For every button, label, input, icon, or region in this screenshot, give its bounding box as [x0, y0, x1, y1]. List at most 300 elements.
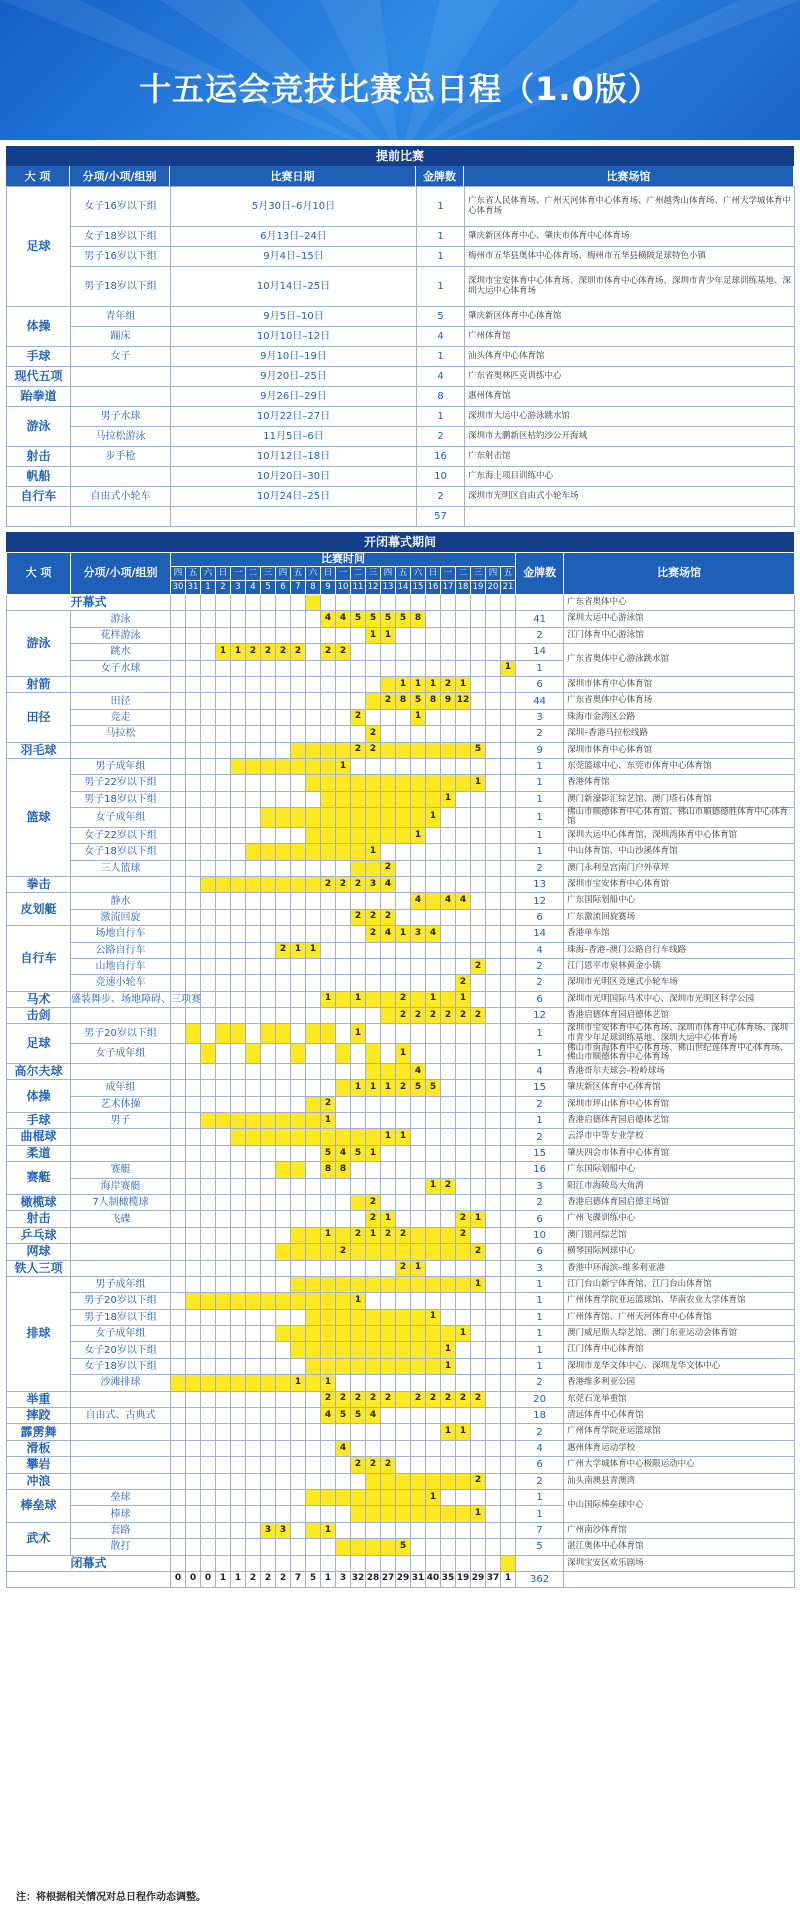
day-slot	[366, 1555, 381, 1571]
medal-count: 10	[516, 1227, 564, 1243]
day-slot	[321, 1008, 336, 1024]
venue-cell: 深圳市光明区竞速式小轮车场	[564, 975, 795, 991]
day-slot	[171, 1129, 186, 1145]
competition-day-cell	[291, 1129, 306, 1145]
day-slot	[291, 1309, 306, 1325]
day-slot	[171, 775, 186, 791]
day-slot	[501, 893, 516, 909]
day-slot	[426, 958, 441, 974]
competition-day-cell	[351, 860, 366, 876]
venue-cell: 横琴国际网球中心	[564, 1244, 795, 1260]
day-slot	[186, 1489, 201, 1505]
competition-day-cell	[276, 1162, 291, 1178]
event-cell: 田径	[71, 693, 171, 709]
day-slot	[321, 1194, 336, 1210]
day-slot	[171, 1044, 186, 1064]
competition-day-cell: 2	[336, 876, 351, 892]
day-slot	[306, 1008, 321, 1024]
competition-day-cell	[276, 844, 291, 860]
day-slot	[306, 926, 321, 942]
competition-day-cell	[381, 1358, 396, 1374]
day-slot	[246, 1227, 261, 1243]
competition-day-cell: 4	[336, 1145, 351, 1161]
day-slot	[351, 958, 366, 974]
day-slot	[336, 975, 351, 991]
day-slot	[486, 1326, 501, 1342]
venue-cell: 肇庆四会市体育中心体育馆	[564, 1145, 795, 1161]
day-slot	[486, 926, 501, 942]
day-slot	[486, 726, 501, 742]
day-slot	[426, 1129, 441, 1145]
day-slot	[186, 926, 201, 942]
day-slot	[336, 958, 351, 974]
day-slot	[411, 909, 426, 925]
competition-day-cell: 2	[321, 1096, 336, 1112]
day-slot	[231, 909, 246, 925]
day-slot	[231, 627, 246, 643]
day-slot	[396, 1194, 411, 1210]
competition-day-cell	[291, 876, 306, 892]
competition-day-cell: 1	[381, 1129, 396, 1145]
medal-count: 5	[516, 1539, 564, 1555]
competition-day-cell: 2	[351, 742, 366, 758]
day-slot	[456, 1309, 471, 1325]
competition-day-cell	[261, 876, 276, 892]
event-cell: 男子成年组	[71, 1276, 171, 1292]
day-slot	[261, 676, 276, 692]
day-slot	[501, 775, 516, 791]
competition-day-cell: 5	[336, 1408, 351, 1424]
competition-day-cell	[426, 1326, 441, 1342]
day-slot	[366, 1424, 381, 1440]
day-slot	[351, 1522, 366, 1538]
day-slot	[171, 595, 186, 611]
day-slot	[366, 1096, 381, 1112]
competition-day-cell	[336, 1080, 351, 1096]
day-slot	[381, 942, 396, 958]
day-slot	[291, 1489, 306, 1505]
day-slot	[291, 693, 306, 709]
day-slot	[441, 926, 456, 942]
day-slot	[306, 644, 321, 660]
sport-cell: 铁人三项	[7, 1260, 71, 1276]
day-slot	[171, 644, 186, 660]
day-slot	[381, 1375, 396, 1391]
medal-count: 2	[516, 1096, 564, 1112]
competition-day-cell	[291, 1044, 306, 1064]
competition-day-cell: 1	[396, 1044, 411, 1064]
day-cell: 5	[261, 581, 276, 595]
day-slot	[261, 1457, 276, 1473]
competition-day-cell	[381, 1506, 396, 1522]
day-slot	[441, 1293, 456, 1309]
event-cell	[71, 1440, 171, 1456]
day-slot	[216, 1326, 231, 1342]
competition-day-cell	[381, 808, 396, 828]
competition-day-cell	[321, 1309, 336, 1325]
competition-day-cell: 1	[321, 991, 336, 1007]
day-slot	[396, 1178, 411, 1194]
day-slot	[486, 1129, 501, 1145]
weekday-cell: 一	[231, 567, 246, 581]
day-slot	[351, 1211, 366, 1227]
day-slot	[456, 1178, 471, 1194]
day-slot	[186, 1440, 201, 1456]
venue-cell: 肇庆新区体育中心体育馆	[564, 1080, 795, 1096]
venue-cell: 深圳市龙华文体中心、深圳龙华文体中心	[564, 1358, 795, 1374]
competition-day-cell	[276, 1293, 291, 1309]
day-slot	[441, 660, 456, 676]
day-slot	[231, 844, 246, 860]
sport-cell: 排球	[7, 1276, 71, 1391]
medal-count: 1	[516, 1024, 564, 1044]
day-slot	[171, 1326, 186, 1342]
day-slot	[231, 1162, 246, 1178]
competition-day-cell	[411, 1473, 426, 1489]
venue-cell: 广东国际划船中心	[564, 893, 795, 909]
medal-count: 14	[516, 926, 564, 942]
day-slot	[246, 1391, 261, 1407]
competition-day-cell	[381, 1276, 396, 1292]
competition-day-cell: 8	[321, 1162, 336, 1178]
day-slot	[261, 1276, 276, 1292]
day-slot	[486, 909, 501, 925]
day-slot	[456, 860, 471, 876]
day-slot	[216, 1506, 231, 1522]
day-slot	[201, 1342, 216, 1358]
competition-day-cell	[411, 1309, 426, 1325]
event-cell: 花样游泳	[71, 627, 171, 643]
day-slot	[426, 1539, 441, 1555]
competition-day-cell	[366, 1276, 381, 1292]
table-row	[7, 1522, 795, 1538]
competition-day-cell	[336, 1293, 351, 1309]
header-time: 比赛时间	[171, 553, 516, 567]
day-slot	[441, 595, 456, 611]
day-slot	[216, 1008, 231, 1024]
competition-day-cell	[441, 991, 456, 1007]
medal-count: 6	[516, 909, 564, 925]
competition-day-cell	[396, 791, 411, 807]
day-slot	[246, 1309, 261, 1325]
date-cell	[171, 507, 417, 527]
competition-day-cell: 2	[396, 991, 411, 1007]
competition-day-cell	[411, 742, 426, 758]
day-slot	[366, 942, 381, 958]
venue-cell: 深圳宝安区欢乐剧场	[564, 1555, 795, 1571]
competition-day-cell: 5	[411, 693, 426, 709]
day-slot	[276, 1145, 291, 1161]
day-slot	[426, 1044, 441, 1064]
table-row	[7, 1276, 795, 1292]
event-cell: 赛艇	[71, 1162, 171, 1178]
competition-day-cell: 2	[456, 1227, 471, 1243]
competition-day-cell: 2	[381, 693, 396, 709]
day-slot	[171, 726, 186, 742]
competition-day-cell: 3	[366, 876, 381, 892]
day-slot	[231, 676, 246, 692]
competition-day-cell	[396, 827, 411, 843]
day-slot	[276, 958, 291, 974]
day-slot	[411, 1096, 426, 1112]
day-slot	[486, 1358, 501, 1374]
day-slot	[231, 791, 246, 807]
day-slot	[486, 676, 501, 692]
competition-day-cell	[291, 844, 306, 860]
day-slot	[336, 1096, 351, 1112]
day-slot	[201, 1522, 216, 1538]
competition-day-cell: 5	[321, 1145, 336, 1161]
medal-count: 4	[417, 327, 465, 347]
day-cell: 30	[171, 581, 186, 595]
day-slot	[261, 1408, 276, 1424]
day-slot	[291, 909, 306, 925]
competition-day-cell: 5	[381, 611, 396, 627]
day-slot	[381, 893, 396, 909]
event-cell	[71, 1457, 171, 1473]
day-slot	[186, 1113, 201, 1129]
competition-day-cell: 8	[426, 693, 441, 709]
competition-day-cell: 4	[366, 1408, 381, 1424]
day-slot	[171, 742, 186, 758]
daily-total: 1	[501, 1571, 516, 1587]
competition-day-cell: 1	[456, 1326, 471, 1342]
competition-day-cell: 1	[351, 1024, 366, 1044]
event-cell: 场地自行车	[71, 926, 171, 942]
day-slot	[471, 1358, 486, 1374]
venue-cell: 深圳市宝安体育中心体育馆	[564, 876, 795, 892]
table-row	[7, 676, 795, 692]
day-slot	[396, 1424, 411, 1440]
day-slot	[456, 1489, 471, 1505]
day-slot	[246, 676, 261, 692]
competition-day-cell: 3	[411, 926, 426, 942]
day-slot	[246, 1326, 261, 1342]
day-slot	[486, 1309, 501, 1325]
day-slot	[381, 660, 396, 676]
day-slot	[396, 1162, 411, 1178]
event-cell: 青年组	[71, 307, 171, 327]
day-slot	[291, 958, 306, 974]
day-slot	[171, 1555, 186, 1571]
competition-day-cell: 1	[456, 676, 471, 692]
day-slot	[471, 909, 486, 925]
day-cell: 8	[306, 581, 321, 595]
day-slot	[186, 1008, 201, 1024]
sport-cell: 举重	[7, 1391, 71, 1407]
day-slot	[186, 808, 201, 828]
day-slot	[291, 676, 306, 692]
day-slot	[216, 1555, 231, 1571]
day-slot	[471, 644, 486, 660]
day-slot	[486, 775, 501, 791]
competition-day-cell: 1	[471, 1506, 486, 1522]
venue-cell: 阳江市海陵岛大角湾	[564, 1178, 795, 1194]
competition-day-cell: 1	[396, 676, 411, 692]
day-slot	[501, 1489, 516, 1505]
competition-day-cell	[261, 1129, 276, 1145]
day-slot	[261, 991, 276, 1007]
competition-day-cell: 4	[381, 926, 396, 942]
day-slot	[441, 942, 456, 958]
day-slot	[246, 660, 261, 676]
day-slot	[276, 1309, 291, 1325]
day-slot	[441, 1211, 456, 1227]
day-slot	[471, 893, 486, 909]
day-slot	[201, 1194, 216, 1210]
day-slot	[396, 726, 411, 742]
day-slot	[231, 1506, 246, 1522]
competition-day-cell	[411, 775, 426, 791]
competition-day-cell	[396, 775, 411, 791]
day-slot	[441, 611, 456, 627]
competition-day-cell	[276, 1326, 291, 1342]
day-slot	[381, 709, 396, 725]
day-slot	[231, 975, 246, 991]
day-slot	[216, 1129, 231, 1145]
event-cell	[71, 1424, 171, 1440]
sport-cell: 攀岩	[7, 1457, 71, 1473]
competition-day-cell	[441, 742, 456, 758]
event-cell: 自由式小轮车	[71, 487, 171, 507]
table-row	[7, 1375, 795, 1391]
day-slot	[486, 693, 501, 709]
competition-day-cell: 2	[336, 644, 351, 660]
day-slot	[441, 1522, 456, 1538]
day-slot	[426, 726, 441, 742]
competition-day-cell	[306, 827, 321, 843]
day-slot	[456, 1408, 471, 1424]
competition-day-cell	[306, 775, 321, 791]
day-slot	[231, 1227, 246, 1243]
competition-day-cell	[321, 844, 336, 860]
day-slot	[306, 1539, 321, 1555]
day-slot	[246, 1276, 261, 1292]
competition-day-cell: 8	[411, 611, 426, 627]
day-slot	[336, 1024, 351, 1044]
day-slot	[246, 1555, 261, 1571]
day-slot	[336, 1211, 351, 1227]
table-row	[7, 975, 795, 991]
day-slot	[381, 1145, 396, 1161]
day-slot	[276, 860, 291, 876]
day-slot	[246, 1342, 261, 1358]
day-slot	[291, 595, 306, 611]
day-slot	[501, 844, 516, 860]
competition-day-cell	[246, 1375, 261, 1391]
day-slot	[381, 595, 396, 611]
medal-count: 2	[417, 427, 465, 447]
day-slot	[186, 1473, 201, 1489]
competition-day-cell	[381, 1008, 396, 1024]
day-slot	[261, 1008, 276, 1024]
day-slot	[486, 595, 501, 611]
competition-day-cell	[246, 844, 261, 860]
daily-total: 7	[291, 1571, 306, 1587]
table-row	[7, 742, 795, 758]
day-slot	[501, 975, 516, 991]
day-slot	[501, 1008, 516, 1024]
venue-cell	[465, 507, 795, 527]
day-slot	[276, 893, 291, 909]
day-slot	[291, 1063, 306, 1079]
competition-day-cell	[201, 1113, 216, 1129]
table-row	[7, 367, 795, 387]
day-slot	[471, 1145, 486, 1161]
day-slot	[456, 709, 471, 725]
day-slot	[291, 1522, 306, 1538]
day-slot	[381, 1096, 396, 1112]
competition-day-cell: 4	[411, 893, 426, 909]
day-slot	[276, 1194, 291, 1210]
day-slot	[351, 1260, 366, 1276]
day-slot	[366, 975, 381, 991]
day-slot	[486, 1096, 501, 1112]
competition-day-cell	[366, 1358, 381, 1374]
day-slot	[306, 1457, 321, 1473]
day-slot	[201, 611, 216, 627]
competition-day-cell	[336, 1489, 351, 1505]
event-cell	[71, 1244, 171, 1260]
competition-day-cell	[321, 827, 336, 843]
competition-day-cell: 1	[441, 791, 456, 807]
competition-day-cell	[306, 1244, 321, 1260]
day-slot	[291, 1024, 306, 1044]
day-slot	[321, 627, 336, 643]
day-slot	[381, 1113, 396, 1129]
competition-day-cell	[366, 808, 381, 828]
day-slot	[336, 1063, 351, 1079]
venue-cell: 深圳市体育中心体育馆	[564, 742, 795, 758]
competition-day-cell	[321, 758, 336, 774]
day-slot	[291, 1391, 306, 1407]
day-slot	[396, 1024, 411, 1044]
table-row	[7, 644, 795, 660]
competition-day-cell	[396, 1309, 411, 1325]
day-slot	[381, 726, 396, 742]
day-slot	[321, 693, 336, 709]
venue-cell: 珠海–香港–澳门公路自行车线路	[564, 942, 795, 958]
day-slot	[396, 1293, 411, 1309]
day-slot	[261, 942, 276, 958]
day-slot	[231, 611, 246, 627]
day-slot	[441, 1260, 456, 1276]
table-row	[7, 791, 795, 807]
table-row	[7, 1063, 795, 1079]
day-slot	[471, 991, 486, 1007]
day-slot	[231, 1063, 246, 1079]
day-slot	[396, 844, 411, 860]
day-slot	[246, 942, 261, 958]
sport-cell: 马术	[7, 991, 71, 1007]
day-slot	[186, 709, 201, 725]
competition-day-cell	[366, 791, 381, 807]
day-slot	[261, 791, 276, 807]
day-slot	[276, 909, 291, 925]
table-row	[7, 1260, 795, 1276]
competition-day-cell: 4	[321, 611, 336, 627]
day-slot	[396, 758, 411, 774]
day-slot	[201, 660, 216, 676]
day-slot	[261, 1145, 276, 1161]
day-slot	[471, 876, 486, 892]
day-slot	[261, 709, 276, 725]
day-slot	[291, 860, 306, 876]
day-slot	[486, 1113, 501, 1129]
day-slot	[186, 1244, 201, 1260]
table-row	[7, 1008, 795, 1024]
venue-cell: 广东国际划船中心	[564, 1162, 795, 1178]
